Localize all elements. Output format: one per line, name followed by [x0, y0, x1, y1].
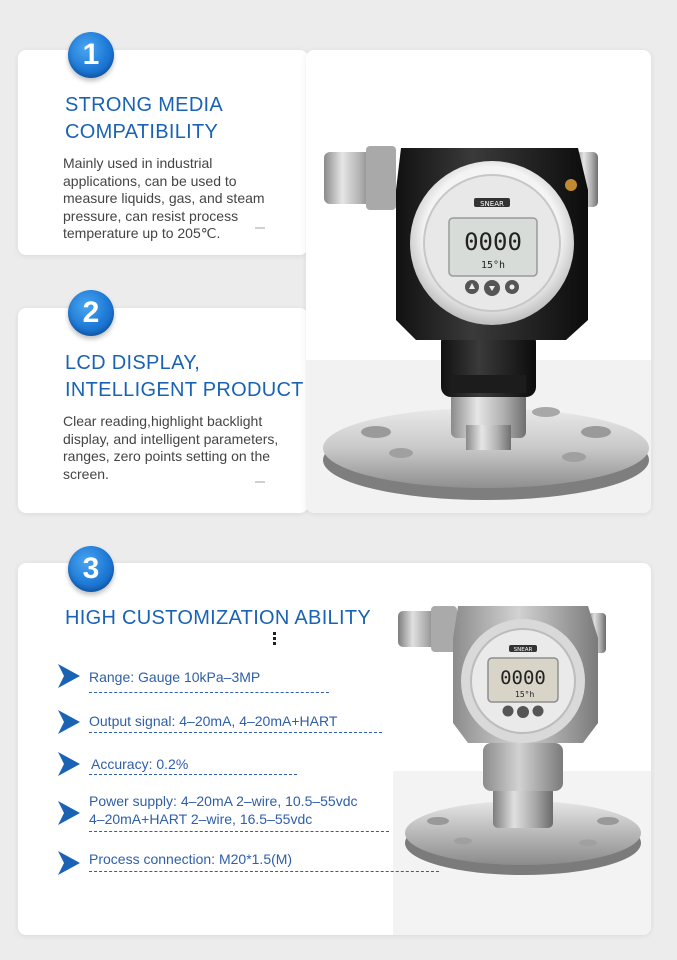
ellipsis-mark	[273, 632, 276, 646]
number-badge-3: 3	[68, 546, 114, 592]
number-badge-1: 1	[68, 32, 114, 78]
description-1-line: applications, can be used to	[63, 172, 237, 189]
product-photo-card	[306, 50, 651, 513]
feature-title-2-line-1: LCD DISPLAY,	[65, 352, 201, 374]
spec-divider	[89, 732, 382, 733]
chevron-right-icon	[58, 801, 80, 825]
description-2-line: display, and intelligent parameters,	[63, 430, 279, 447]
feature-title-3: HIGH CUSTOMIZATION ABILITY	[65, 607, 371, 629]
description-2-line: screen.	[63, 465, 109, 482]
spec-output-text: Output signal: 4–20mA, 4–20mA+HART	[89, 713, 338, 729]
lcd-value: 0000	[464, 228, 522, 256]
feature-title-2	[65, 350, 304, 404]
feature-description-2	[63, 413, 278, 483]
pressure-transmitter-image	[306, 50, 651, 513]
description-1-line: Mainly used in industrial	[63, 155, 213, 171]
feature-title-1-line-2: COMPATIBILITY	[65, 121, 219, 143]
spec-power-text-line-2: 4–20mA+HART 2–wire, 16.5–55vdc	[89, 811, 313, 827]
chevron-right-icon	[58, 710, 80, 734]
description-1-line: pressure, can resist process	[63, 207, 239, 224]
lcd-value: 0000	[500, 667, 546, 689]
feature-description-1	[63, 155, 265, 243]
number-badge-2: 2	[68, 290, 114, 336]
feature-title-1-line-1: STRONG MEDIA	[65, 94, 224, 116]
spec-accuracy-text: Accuracy: 0.2%	[91, 756, 189, 772]
spec-divider	[89, 871, 439, 872]
description-1-line: temperature up to 205℃.	[63, 225, 221, 241]
pressure-transmitter-gray-image	[393, 603, 651, 935]
spec-range-text: Range: Gauge 10kPa–3MP	[89, 669, 261, 685]
description-2-line: ranges, zero points setting on the	[63, 448, 271, 464]
spec-divider	[89, 692, 329, 693]
chevron-right-icon	[58, 664, 80, 688]
description-1-line: measure liquids, gas, and steam	[63, 190, 265, 206]
chevron-right-icon	[58, 752, 80, 776]
device-brand-label: SNEAR	[480, 200, 504, 208]
spec-connection-text: Process connection: M20*1.5(M)	[89, 851, 293, 867]
description-2-line: Clear reading,highlight backlight	[63, 413, 263, 429]
device-brand-label: SNEAR	[513, 647, 533, 653]
spec-divider	[89, 774, 297, 775]
spec-divider	[89, 831, 389, 832]
lcd-small-readout: 15°h	[481, 260, 506, 271]
chevron-right-icon	[58, 851, 80, 875]
spec-power-text-line-1: Power supply: 4–20mA 2–wire, 10.5–55vdc	[89, 793, 358, 809]
feature-title-2-line-2: INTELLIGENT PRODUCT	[65, 379, 304, 401]
lcd-small-readout: 15°h	[515, 690, 535, 699]
feature-title-1	[65, 92, 223, 146]
